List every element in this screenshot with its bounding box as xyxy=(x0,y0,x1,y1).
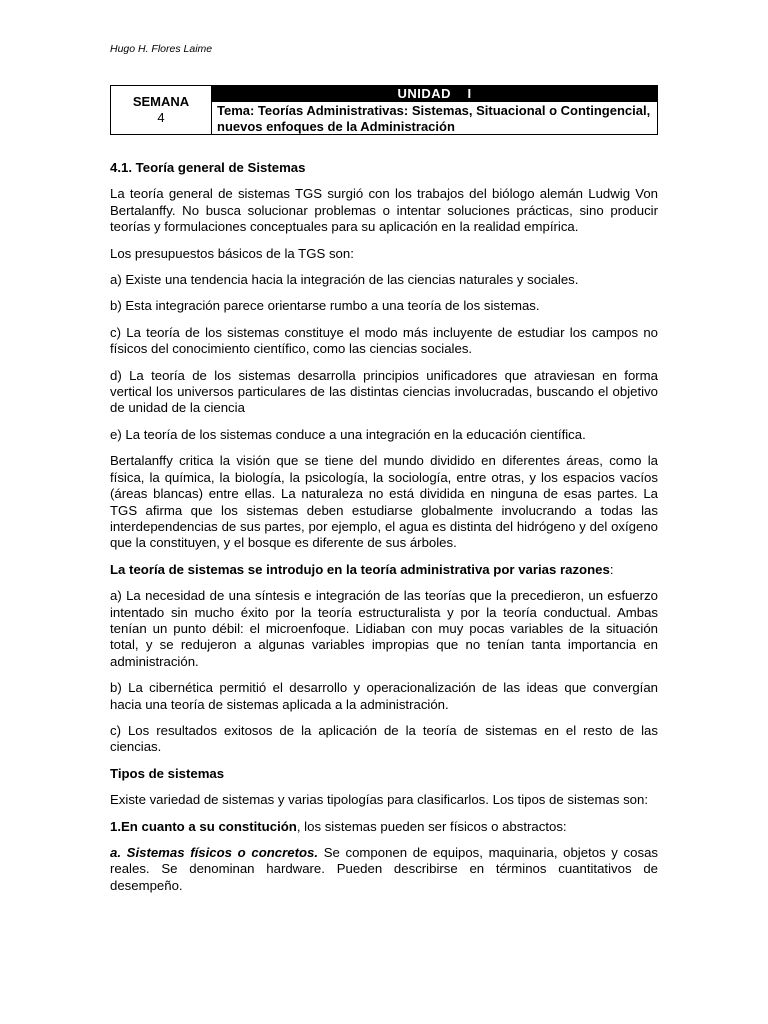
semana-number: 4 xyxy=(157,110,165,125)
presupuesto-item-e: e) La teoría de los sistemas conduce a una integración en la educación científica. xyxy=(110,426,586,442)
razones-colon: : xyxy=(609,561,614,577)
constitucion-paragraph xyxy=(110,819,658,835)
razon-item-a: a) La necesidad de una síntesis e integración de las teorías que la precedieron, un esfuerzo intentado sin mucho éxito por la teoría estructuralista y por la teoría conductual. Ambas tenían un punto débil: el microenfoque. Lidiaban con muy pocas variables de la situación total, y se redujeron a algunas variables impropias que no tenían tanta importancia en administración. xyxy=(110,588,658,669)
constitucion-rest: , los sistemas pueden ser físicos o abstractos: xyxy=(296,818,567,834)
unit-header-table xyxy=(110,85,658,135)
presupuestos-intro: Los presupuestos básicos de la TGS son: xyxy=(110,245,354,261)
constitucion-bold: 1.En cuanto a su constitución xyxy=(110,818,297,834)
fisicos-paragraph xyxy=(110,845,658,894)
semana-label: SEMANA xyxy=(132,94,190,109)
unidad-title: UNIDAD I xyxy=(212,86,657,102)
razon-item-b: b) La cibernética permitió el desarrollo y operacionalización de las ideas que convergían hacia una teoría de sistemas aplicada a la administración. xyxy=(110,680,658,712)
razones-title: La teoría de sistemas se introdujo en la teoría administrativa por varias razones xyxy=(110,561,610,577)
tipos-intro: Existe variedad de sistemas y varias tipologías para clasificarlos. Los tipos de sistemas son: xyxy=(110,792,649,808)
presupuesto-item-b: b) Esta integración parece orientarse rumbo a una teoría de los sistemas. xyxy=(110,298,540,314)
document-body xyxy=(110,160,658,904)
semana-cell xyxy=(111,86,212,134)
tipos-title: Tipos de sistemas xyxy=(110,765,225,781)
tipos-heading xyxy=(110,766,658,782)
unit-cell xyxy=(212,86,657,134)
fisicos-rest: Se componen de equipos, maquinaria, objetos y cosas reales. Se denominan hardware. Pueden describirse en términos cuantitativos de desempeño. xyxy=(110,845,659,893)
presupuesto-item-c: c) La teoría de los sistemas constituye el modo más incluyente de estudiar los campos no físicos del conocimiento científico, como las ciencias sociales. xyxy=(110,324,658,357)
razones-heading xyxy=(110,562,658,578)
intro-paragraph: La teoría general de sistemas TGS surgió con los trabajos del biólogo alemán Ludwig Von Bertalanffy. No busca solucionar problemas o intentar soluciones prácticas, sino producir teorías y formulaciones conceptuales para su aplicación en la realidad empírica. xyxy=(110,186,658,235)
razon-item-c: c) Los resultados exitosos de la aplicación de la teoría de sistemas en el resto de las ciencias. xyxy=(110,722,658,755)
presupuesto-item-d: d) La teoría de los sistemas desarrolla principios unificadores que atraviesan en forma vertical los universos particulares de las distintas ciencias involucradas, buscando el objetivo de unidad de la ciencia xyxy=(110,367,658,416)
tema-text: Tema: Teorías Administrativas: Sistemas, Situacional o Contingencial, nuevos enfoques de la Administración xyxy=(217,103,651,134)
fisicos-bold: a. Sistemas físicos o concretos. xyxy=(110,845,319,860)
presupuesto-item-a: a) Existe una tendencia hacia la integración de las ciencias naturales y sociales. xyxy=(110,272,579,288)
author-name: Hugo H. Flores Laime xyxy=(110,43,213,55)
bertalanffy-paragraph: Bertalanffy critica la visión que se tiene del mundo dividido en diferentes áreas, como la física, la química, la biología, la psicología, la sociología, entre otras, y los espacios vacíos (áreas blancas) entre ellas. La naturaleza no está dividida en ninguna de esas partes. La TGS afirma que los sistemas deben estudiarse globalmente involucrando a todas las interdependencias de sus partes, por ejemplo, el agua es distinta del hidrógeno y del oxígeno que la constituyen, y el bosque es diferente de sus árboles. xyxy=(110,453,658,551)
section-title: 4.1. Teoría general de Sistemas xyxy=(110,160,306,175)
